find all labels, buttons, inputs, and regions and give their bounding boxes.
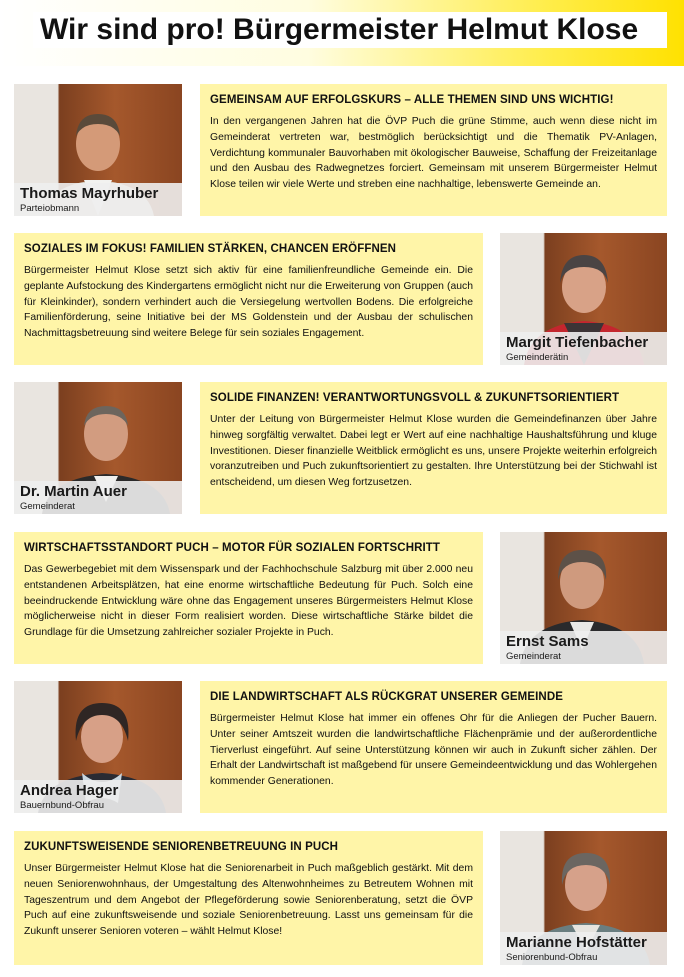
portrait-caption [500,332,667,365]
person-name: Marianne Hofstätter [506,934,647,951]
section-wirtschaft [14,532,483,664]
person-name: Margit Tiefenbacher [506,334,649,351]
person-role: Parteiobmann [20,203,80,214]
section-soziales [14,233,483,365]
section-body: Bürgermeister Helmut Klose hat immer ein offenes Ohr für die Anliegen der Pucher Bauern. Unter seiner Amtszeit wurden die landwirtschaftliche Flächenprämie und der außerordentliche Tierverlust eingeführt. Auf seine Unterstützung können wir auch in Zukunft sicher zählen. Der Erhalt der Landwirtschaft ist maßgebend für unsere Gemeindeentwicklung und das Wohlergehen kommender Generationen. [210,713,657,788]
person-name: Ernst Sams [506,633,589,650]
person-name: Thomas Mayrhuber [20,185,159,202]
section-heading: ZUKUNFTSWEISENDE SENIORENBETREUUNG IN PUCH [24,841,339,853]
portrait-caption [14,183,182,216]
person-role: Gemeinderat [506,651,561,662]
person-name: Dr. Martin Auer [20,483,127,500]
section-heading: GEMEINSAM AUF ERFOLGSKURS – ALLE THEMEN SIND UNS WICHTIG! [210,94,614,106]
section-body: Bürgermeister Helmut Klose setzt sich aktiv für eine familienfreundliche Gemeinde ein. Die geplante Aufstockung des Kindergartens ermöglicht nicht nur die Erweiterung von Gruppen (auch für Kleinkinder), sondern verhindert auch die Versiegelung wertvollen Bodens. Die erfolgreiche Familienförderung, seine Initiative bei der MS Goldenstein und der Ausbau der schulischen Nachmittagsbetreuung sind weitere Belege für sein soziales Engagement. [24,265,473,340]
portrait-andrea-hager [14,681,182,813]
section-body: Unser Bürgermeister Helmut Klose hat die Seniorenarbeit in Puch maßgeblich gestärkt. Mit dem neuen Seniorenwohnhaus, der Umgestaltung des Altenwohnheimes zu Betreutem Wohnen mit Tageszentrum und dem Angebot der Pflegeförderung sowie Seniorenberatung, setzt die ÖVP Puch auf eine zukunftsweisende und soziale Seniorenbetreuung. Lasst uns gemeinsam für die Zukunft unserer Senioren voteren – wählt Helmut Klose! [24,863,473,938]
section-senioren [14,831,483,965]
section-heading: SOLIDE FINANZEN! VERANTWORTUNGSVOLL & ZUKUNFTSORIENTIERT [210,392,620,404]
portrait-caption [14,481,182,514]
section-erfolgskurs [200,84,667,216]
portrait-thomas-mayrhuber [14,84,182,216]
portrait-ernst-sams [500,532,667,664]
portrait-caption [500,631,667,664]
portrait-martin-auer [14,382,182,514]
person-role: Gemeinderat [20,501,75,512]
section-landwirtschaft [200,681,667,813]
portrait-marianne-hofstaetter [500,831,667,965]
person-role: Gemeinderätin [506,352,569,363]
section-heading: WIRTSCHAFTSSTANDORT PUCH – MOTOR FÜR SOZIALEN FORTSCHRITT [24,542,441,554]
page-title: Wir sind pro! Bürgermeister Helmut Klose [33,12,667,48]
section-finanzen [200,382,667,514]
portrait-caption [14,780,182,813]
section-body: In den vergangenen Jahren hat die ÖVP Puch die grüne Stimme, auch wenn diese nicht im Gemeinderat vertreten war, bestmöglich berücksichtigt und die Thematik PV-Anlagen, Verdichtung kommunaler Bauvorhaben mit ökologischer Bauweise, Schaffung der Freizeitanlage und den Ausbau des Radwegnetzes forciert. Gemeinsam mit unserem Bürgermeister Helmut Klose teilen wir viele Werte und streben eine nachhaltige, lebenswerte Gemeinde an. [210,116,657,191]
section-heading: SOZIALES IM FOKUS! FAMILIEN STÄRKEN, CHANCEN ERÖFFNEN [24,243,397,255]
portrait-margit-tiefenbacher [500,233,667,365]
section-body: Unter der Leitung von Bürgermeister Helmut Klose wurden die Gemeindefinanzen über Jahre hinweg sorgfältig verwaltet. Dabei legt er Wert auf eine nachhaltige Haushaltsführung und kluge Investitionen. Dieser finanzielle Weitblick ermöglicht es uns, unsere Projekte weiterhin erfolgreich voranzutreiben und Puch zukunftsorientiert zu gestalten. Ihre Unterstützung bei der Stichwahl ist entscheidend, um diesen Weg fortzusetzen. [210,414,657,489]
person-role: Bauernbund-Obfrau [20,800,104,811]
portrait-caption [500,932,667,965]
section-heading: DIE LANDWIRTSCHAFT ALS RÜCKGRAT UNSERER GEMEINDE [210,691,563,703]
person-name: Andrea Hager [20,782,119,799]
section-body: Das Gewerbegebiet mit dem Wissenspark und der Fachhochschule Salzburg mit über 2.000 neu entstandenen Arbeitsplätzen, hat eine enorme wirtschaftliche Bedeutung für Puch. Solch eine beeindruckende Entwicklung wäre ohne das Engagement unseres Bürgermeisters Helmut Klose möglicherweise nicht in dieser Form realisiert worden. Diese wirtschaftliche Stärke bildet die Grundlage für die Umsetzung zahlreicher sozialer Projekte in Puch. [24,564,473,639]
person-role: Seniorenbund-Obfrau [506,952,598,963]
